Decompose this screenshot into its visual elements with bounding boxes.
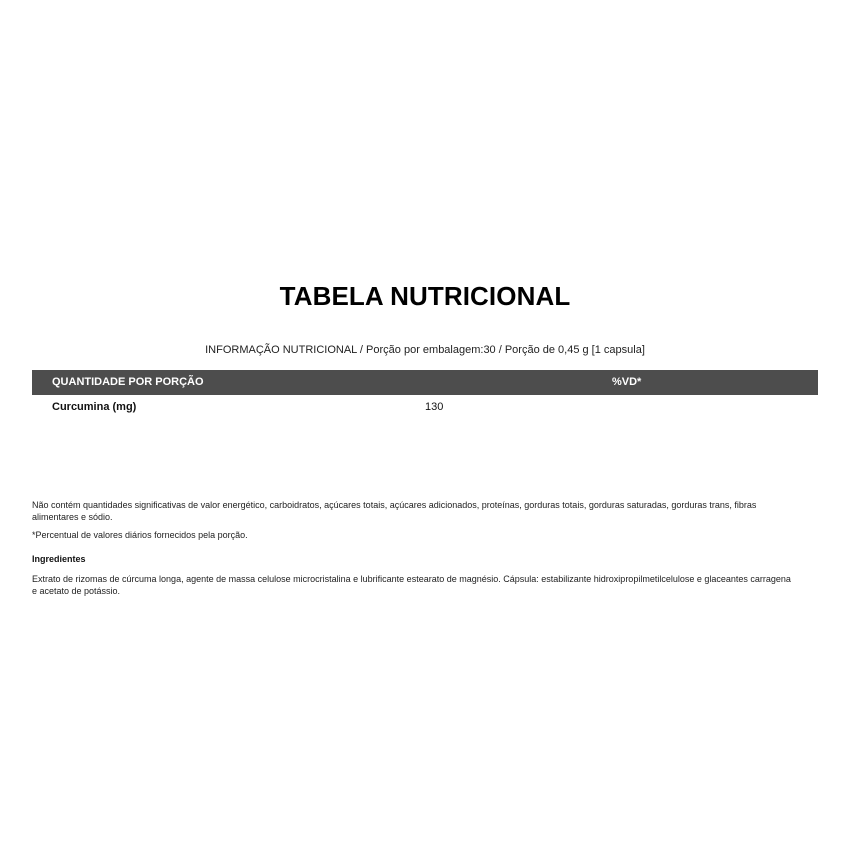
ingredients-text: Extrato de rizomas de cúrcuma longa, agente de massa celulose microcristalina e lubrificante estearato de magnésio. Cápsula: estabilizante hidroxipropilmetilcelulose e glaceantes carragena e acetato de potássio. bbox=[32, 574, 791, 596]
not-significant-note: Não contém quantidades significativas de valor energético, carboidratos, açúcares totais, açúcares adicionados, proteínas, gorduras totais, gorduras saturadas, gorduras trans, fibras alimentares e sódio. bbox=[32, 500, 757, 522]
notes-section bbox=[32, 499, 792, 597]
page-title: TABELA NUTRICIONAL bbox=[279, 281, 571, 311]
nutrition-table bbox=[32, 370, 818, 419]
header-quantity-per-portion: QUANTIDADE POR PORÇÃO bbox=[52, 376, 204, 388]
nutrient-name: Curcumina (mg) bbox=[52, 401, 137, 413]
nutrition-info-subtitle: INFORMAÇÃO NUTRICIONAL / Porção por embalagem:30 / Porção de 0,45 g [1 capsula] bbox=[205, 344, 645, 356]
table-row bbox=[32, 395, 818, 419]
header-vd: %VD* bbox=[612, 376, 642, 388]
percent-daily-note: *Percentual de valores diários fornecidos pela porção. bbox=[32, 530, 248, 540]
nutrition-table-header bbox=[32, 370, 818, 395]
nutrient-value: 130 bbox=[425, 401, 444, 413]
ingredients-title: Ingredientes bbox=[32, 554, 86, 564]
